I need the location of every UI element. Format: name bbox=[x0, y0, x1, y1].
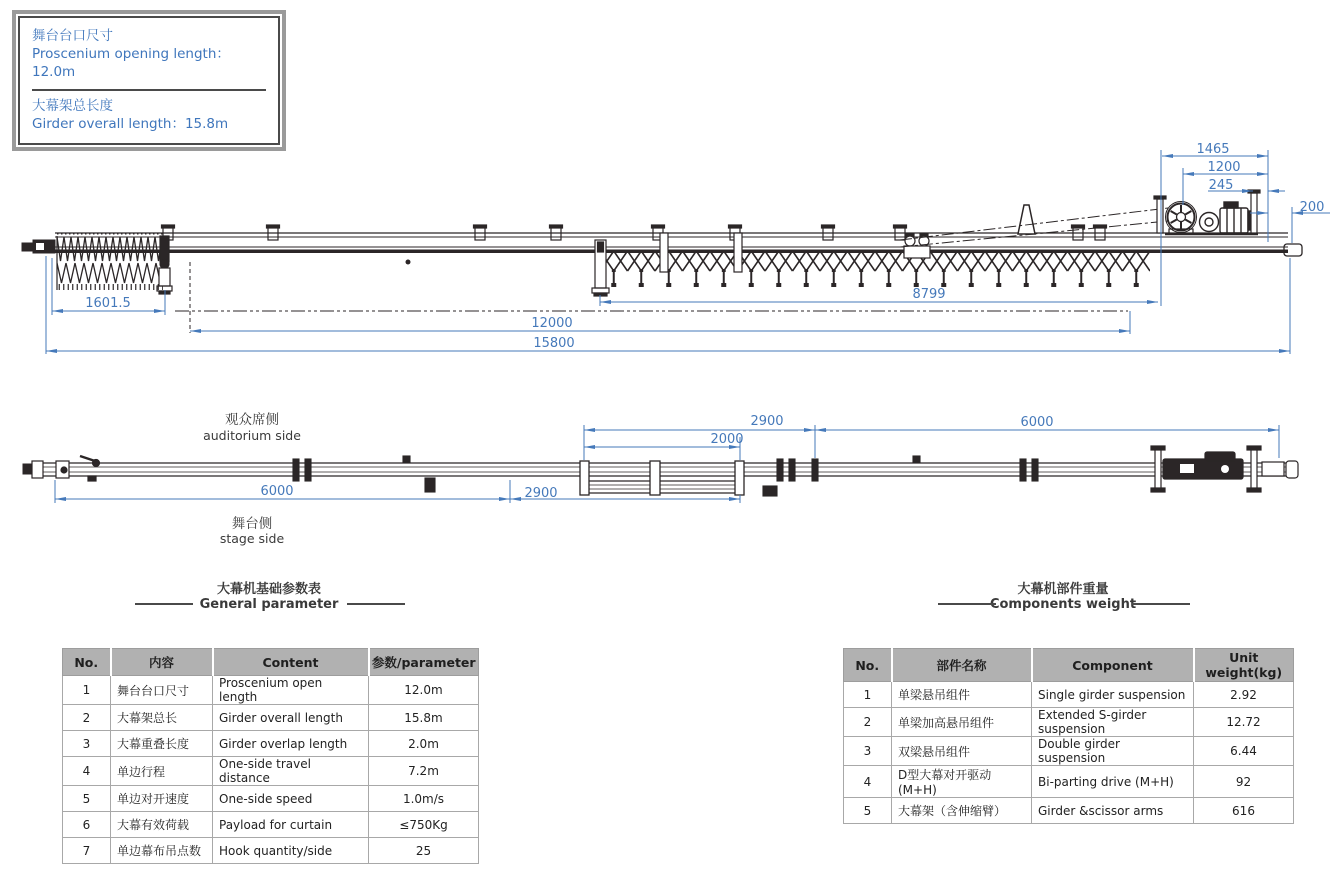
cell-no: 1 bbox=[844, 682, 892, 708]
cell-value: 2.92 bbox=[1194, 682, 1294, 708]
cell-en: One-side travel distance bbox=[213, 757, 369, 786]
cell-zh: 单梁悬吊组件 bbox=[892, 682, 1032, 708]
dim-bottom-6000: 6000 bbox=[260, 484, 294, 499]
stage-side-label-en: stage side bbox=[219, 531, 285, 546]
cell-value: 15.8m bbox=[369, 705, 479, 731]
info-box-divider bbox=[32, 89, 266, 91]
caption-rule bbox=[938, 603, 996, 605]
components-table-title-zh: 大幕机部件重量 bbox=[1017, 582, 1109, 597]
cell-zh: 单边行程 bbox=[111, 757, 213, 786]
cell-no: 3 bbox=[63, 731, 111, 757]
table-row bbox=[844, 682, 1294, 708]
header-content-en: Content bbox=[213, 649, 369, 676]
general-table-title-en: General parameter bbox=[199, 597, 339, 612]
components-table-title-en: Components weight bbox=[989, 597, 1137, 612]
dim-200: 200 bbox=[1299, 200, 1325, 215]
cell-no: 5 bbox=[63, 786, 111, 812]
cell-zh: 大幕有效荷载 bbox=[111, 812, 213, 838]
dim-15800: 15800 bbox=[533, 336, 575, 351]
cell-en: One-side speed bbox=[213, 786, 369, 812]
cell-zh: 大幕重叠长度 bbox=[111, 731, 213, 757]
cell-value: 92 bbox=[1194, 766, 1294, 798]
general-parameter-table bbox=[62, 648, 479, 864]
truss-left-hanger bbox=[592, 240, 609, 296]
cell-zh: 大幕架总长 bbox=[111, 705, 213, 731]
dim-8799: 8799 bbox=[912, 287, 946, 302]
dim-bottom-2900: 2900 bbox=[524, 486, 558, 501]
header-unit-weight: Unit weight(kg) bbox=[1194, 649, 1294, 682]
table-row bbox=[63, 812, 479, 838]
caption-rule bbox=[135, 603, 193, 605]
table-row bbox=[844, 766, 1294, 798]
summary-info-box bbox=[12, 10, 286, 151]
proscenium-length-label-zh: 舞台台口尺寸 bbox=[32, 28, 113, 44]
cell-value: 2.0m bbox=[369, 731, 479, 757]
cell-value: 12.72 bbox=[1194, 708, 1294, 737]
cell-en: Girder overall length bbox=[213, 705, 369, 731]
caption-rule bbox=[347, 603, 405, 605]
general-table-header-row bbox=[63, 649, 479, 676]
dim-top-2000: 2000 bbox=[710, 432, 744, 447]
table-row bbox=[63, 786, 479, 812]
cell-value: 6.44 bbox=[1194, 737, 1294, 766]
cell-en: Girder overlap length bbox=[213, 731, 369, 757]
header-content-zh: 内容 bbox=[111, 649, 213, 676]
cell-en: Hook quantity/side bbox=[213, 838, 369, 864]
rail-stop-dot bbox=[406, 260, 411, 265]
girder-length-label-zh: 大幕架总长度 bbox=[32, 97, 113, 114]
header-component-zh: 部件名称 bbox=[892, 649, 1032, 682]
cell-value: 1.0m/s bbox=[369, 786, 479, 812]
general-table-title-zh: 大幕机基础参数表 bbox=[216, 582, 322, 597]
dim-top-6000: 6000 bbox=[1020, 415, 1054, 430]
cell-no: 2 bbox=[844, 708, 892, 737]
girder-left-end bbox=[22, 240, 55, 253]
table-row bbox=[844, 798, 1294, 824]
cell-no: 1 bbox=[63, 676, 111, 705]
pulley-wheel bbox=[1166, 202, 1197, 235]
plan-overlap-girder bbox=[580, 461, 744, 495]
dim-1601-5: 1601.5 bbox=[85, 296, 131, 311]
cell-zh: 舞台台口尺寸 bbox=[111, 676, 213, 705]
cell-no: 7 bbox=[63, 838, 111, 864]
header-component-en: Component bbox=[1032, 649, 1194, 682]
cell-value: ≤750Kg bbox=[369, 812, 479, 838]
cell-en: Single girder suspension bbox=[1032, 682, 1194, 708]
table-row bbox=[63, 838, 479, 864]
scissor-truss bbox=[600, 250, 1150, 288]
dim-245: 245 bbox=[1208, 178, 1234, 193]
girder-length-label-en: Girder overall length：15.8m bbox=[32, 115, 229, 132]
plan-view bbox=[23, 446, 1298, 499]
caption-rule bbox=[1132, 603, 1190, 605]
cell-no: 2 bbox=[63, 705, 111, 731]
table-row bbox=[63, 757, 479, 786]
cell-en: Proscenium open length bbox=[213, 676, 369, 705]
cell-value: 7.2m bbox=[369, 757, 479, 786]
table-row bbox=[63, 676, 479, 705]
cell-zh: 单边幕布吊点数 bbox=[111, 838, 213, 864]
plan-left-assembly bbox=[56, 456, 100, 481]
header-no: No. bbox=[844, 649, 892, 682]
plan-drive-assembly bbox=[1151, 446, 1284, 492]
table-row bbox=[63, 705, 479, 731]
cell-en: Payload for curtain bbox=[213, 812, 369, 838]
header-parameter: 参数/parameter bbox=[369, 649, 479, 676]
cell-no: 4 bbox=[63, 757, 111, 786]
dim-1465: 1465 bbox=[1196, 142, 1230, 157]
table-row bbox=[844, 737, 1294, 766]
cell-value: 616 bbox=[1194, 798, 1294, 824]
bunched-curtain bbox=[57, 234, 163, 290]
cell-zh: 大幕架（含伸缩臂） bbox=[892, 798, 1032, 824]
cell-en: Bi-parting drive (M+H) bbox=[1032, 766, 1194, 798]
auditorium-side-label-en: auditorium side bbox=[203, 428, 301, 443]
cell-no: 5 bbox=[844, 798, 892, 824]
dim-12000: 12000 bbox=[531, 316, 573, 331]
cell-value: 25 bbox=[369, 838, 479, 864]
cell-zh: D型大幕对开驱动(M+H) bbox=[892, 766, 1032, 798]
table-row bbox=[844, 708, 1294, 737]
cell-no: 4 bbox=[844, 766, 892, 798]
proscenium-length-label-en: Proscenium opening length：12.0m bbox=[32, 46, 230, 81]
cell-no: 3 bbox=[844, 737, 892, 766]
header-no: No. bbox=[63, 649, 111, 676]
dim-1200: 1200 bbox=[1207, 160, 1241, 175]
table-row bbox=[63, 731, 479, 757]
cell-zh: 单边对开速度 bbox=[111, 786, 213, 812]
triangle-bracket bbox=[1018, 205, 1035, 234]
cell-en: Extended S-girder suspension bbox=[1032, 708, 1194, 737]
front-elevation-view bbox=[22, 190, 1302, 333]
summary-info-box-inner bbox=[18, 16, 280, 145]
components-weight-table bbox=[843, 648, 1294, 824]
dim-top-2900: 2900 bbox=[750, 414, 784, 429]
components-table-header-row bbox=[844, 649, 1294, 682]
cell-value: 12.0m bbox=[369, 676, 479, 705]
cell-no: 6 bbox=[63, 812, 111, 838]
stage-side-label-zh: 舞台侧 bbox=[231, 516, 273, 532]
cell-en: Double girder suspension bbox=[1032, 737, 1194, 766]
cell-zh: 双梁悬吊组件 bbox=[892, 737, 1032, 766]
cell-en: Girder &scissor arms bbox=[1032, 798, 1194, 824]
suspension-rods bbox=[1154, 190, 1260, 233]
cell-zh: 单梁加高悬吊组件 bbox=[892, 708, 1032, 737]
auditorium-side-label-zh: 观众席侧 bbox=[225, 412, 279, 428]
